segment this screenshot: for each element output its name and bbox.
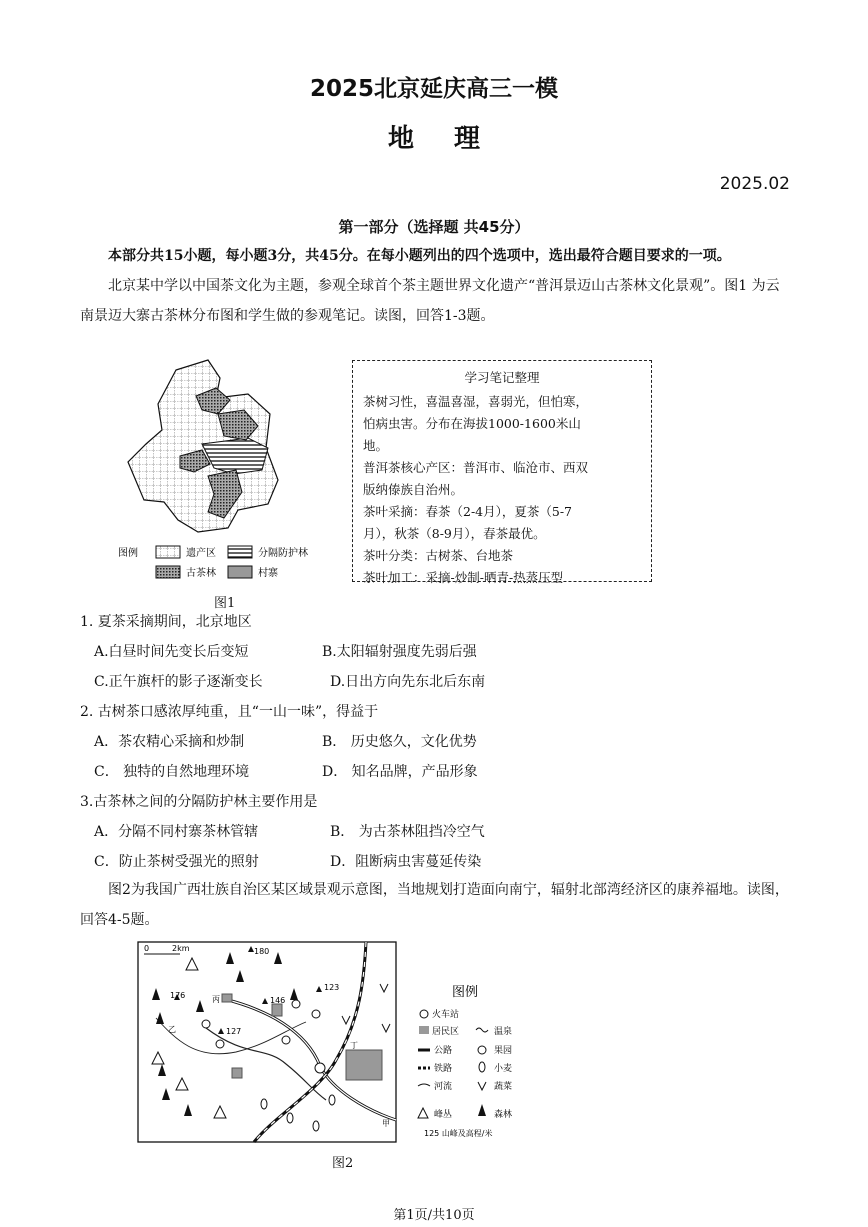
q2-option-d[interactable]: D． 知名品牌，产品形象: [322, 764, 478, 780]
q3-option-d[interactable]: D．阻断病虫害蔓延传染: [330, 854, 482, 870]
legend-vegetable-icon: [478, 1082, 486, 1090]
q2-option-a[interactable]: A．茶农精心采摘和炒制: [94, 734, 245, 750]
instructions: 本部分共15小题，每小题3分，共45分。在每小题列出的四个选项中，选出最符合题目要求的一项。: [108, 248, 731, 264]
notes-line: 茶叶分类：古树茶、台地茶: [363, 548, 514, 563]
fig2-legend-10: 森林: [494, 1110, 513, 1120]
settlement: [346, 1050, 382, 1080]
legend-wheat-icon: [479, 1062, 485, 1072]
q3-option-a[interactable]: A．分隔不同村寨茶林管辖: [94, 824, 259, 840]
page-footer: 第1页/共10页: [393, 1208, 475, 1223]
fig2-legend-1: 居民区: [432, 1027, 460, 1037]
legend-heritage-swatch: [156, 546, 180, 558]
fig1-legend-0: 遗产区: [186, 548, 216, 559]
legend-teaforest-swatch: [156, 566, 180, 578]
fig2-legend-4: 果园: [494, 1046, 513, 1056]
settlement: [222, 994, 232, 1002]
fig2-legend-8: 蔬菜: [494, 1082, 513, 1092]
q1-option-c[interactable]: C.正午旗杆的影子逐渐变长: [94, 674, 263, 690]
fig1-legend-title: 图例: [118, 548, 138, 559]
train-station-icon: [315, 1063, 325, 1073]
fig2-legend-0: 火车站: [432, 1010, 460, 1020]
legend-settlement-icon: [419, 1026, 429, 1034]
legend-karst-icon: [418, 1108, 428, 1118]
notes-line: 地。: [363, 438, 389, 453]
part-heading: 第一部分（选择题 共45分）: [338, 218, 530, 236]
fig2-legend-3: 公路: [434, 1046, 453, 1056]
peak-elev: 127: [226, 1027, 242, 1036]
fig2-legend-2: 温泉: [494, 1027, 513, 1037]
subject-title: 地理: [387, 124, 520, 154]
figure2-caption: 图2: [332, 1156, 354, 1171]
q2-option-c[interactable]: C． 独特的自然地理环境: [94, 764, 250, 780]
scale-2km: 2km: [172, 944, 190, 953]
notes-line: 普洱茶核心产区：普洱市、临沧市、西双: [363, 460, 589, 475]
legend-forest-icon: [478, 1104, 486, 1116]
scale-zero: 0: [144, 944, 150, 953]
notes-heading: 学习笔记整理: [464, 370, 540, 385]
q1-option-d[interactable]: D.日出方向先东北后东南: [330, 674, 486, 690]
fig2-legend-6: 小麦: [494, 1064, 513, 1074]
legend-river-icon: [418, 1084, 430, 1086]
place-jia: 甲: [382, 1119, 390, 1128]
settlement: [272, 1004, 282, 1016]
figure1-caption: 图1: [214, 596, 236, 611]
settlement: [232, 1068, 242, 1078]
peak-elev: 176: [170, 991, 186, 1000]
place-yi: 乙: [168, 1025, 176, 1034]
q3-stem: 3.古茶林之间的分隔防护林主要作用是: [80, 794, 318, 810]
fig2-legend-title: 图例: [452, 985, 479, 1000]
q2-option-b[interactable]: B． 历史悠久，文化优势: [322, 734, 477, 750]
notes-line: 茶叶采摘：春茶（2-4月），夏茶（5-7: [363, 504, 573, 519]
page-title: 2025北京延庆高三一模: [309, 76, 558, 102]
fig2-legend-11: 125 山峰及高程/米: [424, 1129, 493, 1138]
place-ding: 丁: [350, 1041, 358, 1050]
q3-option-b[interactable]: B． 为古茶林阻挡冷空气: [330, 824, 485, 840]
q1-stem: 1. 夏茶采摘期间，北京地区: [80, 614, 252, 630]
fig2-legend-9: 峰丛: [434, 1110, 453, 1120]
exam-date: 2025.02: [719, 174, 790, 194]
notes-line: 月），秋茶（8-9月），春茶最优。: [363, 526, 546, 541]
q2-stem: 2. 古树茶口感浓厚纯重，且“一山一味”，得益于: [80, 704, 379, 720]
legend-orchard-icon: [478, 1046, 486, 1054]
figure1-map: [118, 352, 308, 588]
notes-line: 版纳傣族自治州。: [363, 482, 464, 497]
q1-option-a[interactable]: A.白昼时间先变长后变短: [94, 644, 249, 660]
peak-elev: 146: [270, 996, 286, 1005]
notes-line: 怕病虫害。分布在海拔1000-1600米山: [363, 416, 581, 431]
fig2-legend-5: 铁路: [434, 1064, 453, 1074]
passage-2: 图2为我国广西壮族自治区某区域景观示意图，当地规划打造面向南宁，辐射北部湾经济区的康养福地。读图，回答4-5题。: [80, 882, 789, 928]
passage-1: 北京某中学以中国茶文化为主题，参观全球首个茶主题世界文化遗产“普洱景迈山古茶林文化景观”。图1 为云南景迈大寨古茶林分布图和学生做的参观笔记。读图，回答1-3题。: [80, 278, 780, 324]
place-bing: 丙: [212, 995, 220, 1004]
fig1-legend-2: 古茶林: [186, 568, 216, 579]
legend-buffer-swatch: [228, 546, 252, 558]
figure2-map: [136, 940, 536, 1146]
fig1-legend-3: 村寨: [258, 568, 278, 579]
fig1-legend-1: 分隔防护林: [258, 548, 308, 559]
study-notes-box: [352, 360, 652, 585]
peak-elev: 123: [324, 983, 340, 992]
notes-line: 茶叶加工：采摘-炒制-晒青-热蒸压型: [363, 570, 564, 585]
q1-option-b[interactable]: B.太阳辐射强度先弱后强: [322, 644, 477, 660]
peak-elev: 180: [254, 947, 270, 956]
legend-station-icon: [420, 1010, 428, 1018]
legend-hotspring-icon: [476, 1028, 488, 1032]
legend-village-swatch: [228, 566, 252, 578]
q3-option-c[interactable]: C．防止茶树受强光的照射: [94, 854, 259, 870]
notes-line: 茶树习性，喜温喜湿，喜弱光，但怕寒，: [363, 394, 589, 409]
fig2-legend-7: 河流: [434, 1082, 453, 1092]
